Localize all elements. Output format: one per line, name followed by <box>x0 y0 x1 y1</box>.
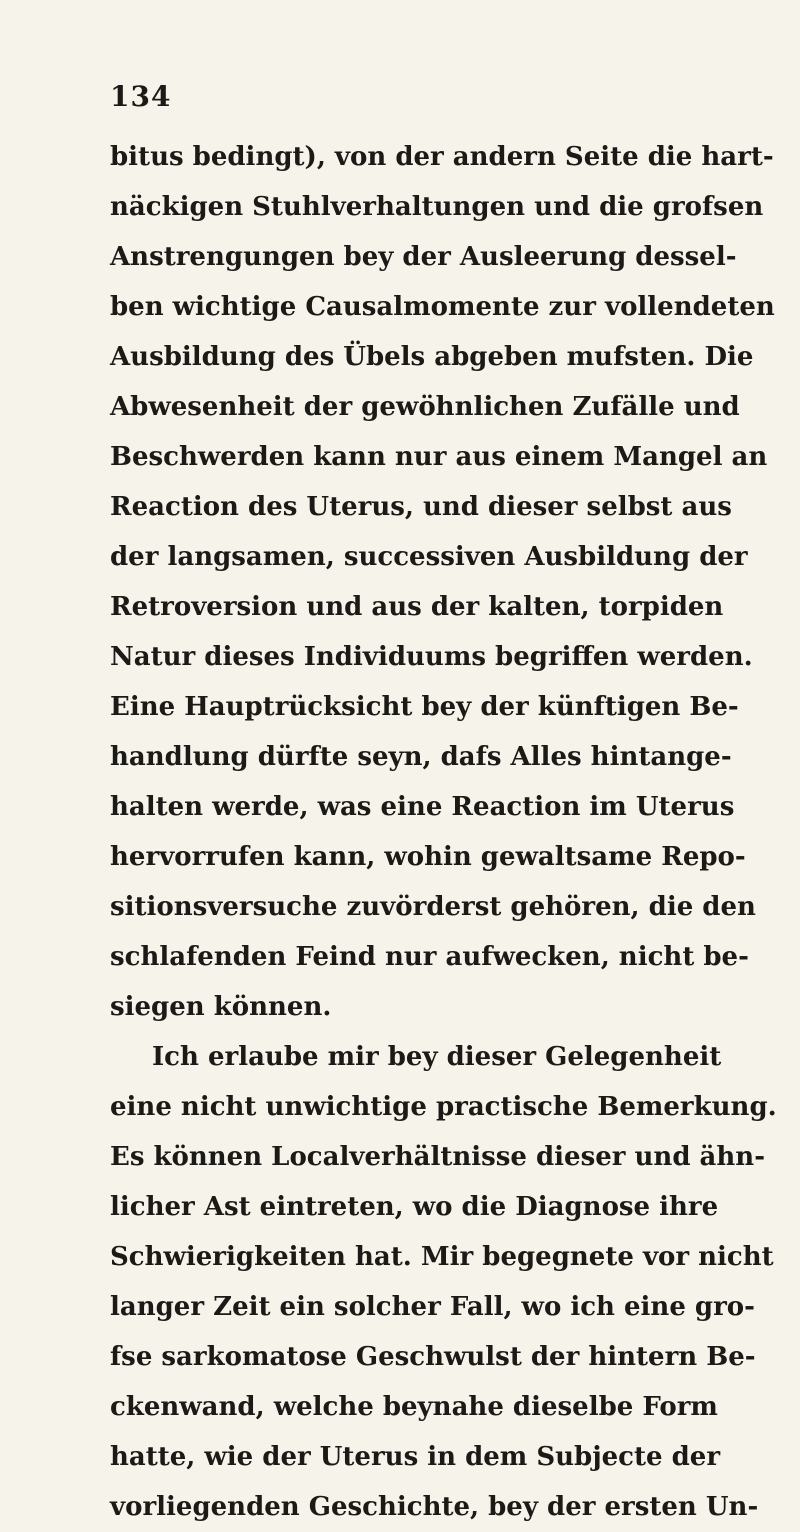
text-line: sitionsversuche zuvörderst gehören, die den <box>110 892 756 922</box>
text-line: ckenwand, welche beynahe dieselbe Form <box>110 1392 718 1422</box>
text-line: Ich erlaube mir bey dieser Gelegenheit <box>152 1042 722 1072</box>
text-line: siegen können. <box>110 992 332 1022</box>
text-line: Es können Localverhältnisse dieser und ähn- <box>110 1142 765 1172</box>
text-line: Eine Hauptrücksicht bey der künftigen Be- <box>110 692 739 722</box>
text-line: hervorrufen kann, wohin gewaltsame Repo- <box>110 842 746 872</box>
text-line: Abwesenheit der gewöhnlichen Zufälle und <box>110 392 740 422</box>
text-line: ben wichtige Causalmomente zur vollendeten <box>110 292 775 322</box>
text-line: Anstrengungen bey der Ausleerung dessel- <box>110 242 737 272</box>
text-line: hatte, wie der Uterus in dem Subjecte der <box>110 1442 721 1472</box>
text-line: Beschwerden kann nur aus einem Mangel an <box>110 442 768 472</box>
text-line: Retroversion und aus der kalten, torpiden <box>110 592 724 622</box>
text-line: Ausbildung des Übels abgeben mufsten. Die <box>110 342 754 372</box>
text-line: bitus bedingt), von der andern Seite die hart- <box>110 142 774 172</box>
text-line: schlafenden Feind nur aufwecken, nicht be- <box>110 942 749 972</box>
body-text <box>110 132 777 1532</box>
text-line: licher Ast eintreten, wo die Diagnose ihre <box>110 1192 719 1222</box>
text-line: Schwierigkeiten hat. Mir begegnete vor nicht <box>110 1242 774 1272</box>
text-line: näckigen Stuhlverhaltungen und die grofsen <box>110 192 764 222</box>
text-line: halten werde, was eine Reaction im Uterus <box>110 792 735 822</box>
text-line: Reaction des Uterus, und dieser selbst aus <box>110 492 732 522</box>
text-line: langer Zeit ein solcher Fall, wo ich eine gro- <box>110 1292 755 1322</box>
text-line: eine nicht unwichtige practische Bemerkung. <box>110 1092 777 1122</box>
text-line: handlung dürfte seyn, dafs Alles hintange- <box>110 742 732 772</box>
text-line: vorliegenden Geschichte, bey der ersten Un- <box>110 1492 759 1522</box>
text-line: fse sarkomatose Geschwulst der hintern Be- <box>110 1342 756 1372</box>
text-line: der langsamen, successiven Ausbildung der <box>110 542 748 572</box>
page-number: 134 <box>110 80 172 113</box>
text-line: Natur dieses Individuums begriffen werden. <box>110 642 753 672</box>
